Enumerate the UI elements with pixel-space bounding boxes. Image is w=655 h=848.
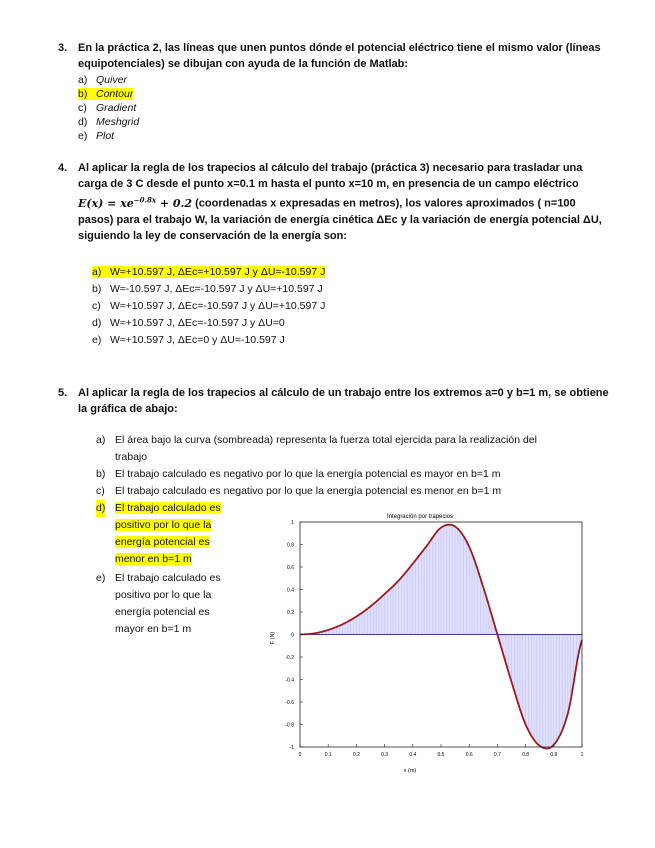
option-q4-b[interactable]: b) W≈-10.597 J, ΔEc=-10.597 J y ΔU=+10.597 J <box>92 283 323 295</box>
trapezoid-chart <box>260 508 600 776</box>
x-tick-label: 0.2 <box>352 752 360 758</box>
question-4-line-5: siguiendo la ley de conservación de la energía son: <box>78 229 347 242</box>
question-4-text <box>78 160 638 244</box>
question-4-line-3: $E(x) = xe^{-0.8x} + 0.2$ (coordenadas x expresadas en metros), los valores aproximados ( n=100 <box>78 195 576 210</box>
chart-xlabel: x (m) <box>403 768 417 774</box>
option-q4-e[interactable]: e) W≈+10.597 J, ΔEc=0 y ΔU=-10.597 J <box>92 334 285 346</box>
x-tick-label: 1 <box>580 752 584 758</box>
question-5-line-2: la gráfica de abajo: <box>78 403 178 415</box>
option-q3-a[interactable]: a) Quiver <box>78 74 127 86</box>
x-tick-label: 0.6 <box>465 752 473 758</box>
x-tick-label: 0.7 <box>493 752 501 758</box>
y-tick-label: -1 <box>289 745 294 751</box>
question-4-number: 4. <box>58 162 68 174</box>
question-4-line-4: pasos) para el trabajo W, la variación de energía cinética ΔEc y la variación de energía potencial ΔU, <box>78 213 602 226</box>
x-tick-label: 0.9 <box>550 752 558 758</box>
x-tick-label: 0.5 <box>437 752 445 758</box>
option-q3-c[interactable]: c) Gradient <box>78 102 137 114</box>
option-q5-b[interactable]: b) El trabajo calculado es negativo por lo que la energía potencial es mayor en b=1 m <box>96 468 501 480</box>
question-3-options <box>78 73 139 143</box>
y-tick-label: 0 <box>291 632 294 639</box>
option-q4-a[interactable]: a) W≈+10.597 J, ΔEc=+10.597 J y ΔU=-10.597 J <box>92 266 326 278</box>
option-q5-e[interactable]: e) El trabajo calculado es positivo por lo que la energía potencial es mayor en b=1 m <box>96 572 221 635</box>
question-3-text: En la práctica 2, las líneas que unen puntos dónde el potencial eléctrico tiene el mismo valor (líneas equipotenciales) se dibujan con ayuda de la función de Matlab: <box>78 42 601 70</box>
question-4-line-1: Al aplicar la regla de los trapecios al cálculo del trabajo (práctica 3) necesario para trasladar una <box>78 162 583 174</box>
y-tick-label: 0.8 <box>287 542 294 549</box>
option-q3-e[interactable]: e) Plot <box>78 130 115 142</box>
x-tick-label: 0.3 <box>381 752 389 758</box>
y-tick-label: 0.2 <box>287 610 294 616</box>
option-q4-d[interactable]: d) W≈+10.597 J, ΔEc=-10.597 J y ΔU=0 <box>92 317 285 329</box>
y-tick-label: 0.4 <box>287 587 294 594</box>
y-tick-label: -0.6 <box>285 700 294 706</box>
chart-ylabel: F (N) <box>270 631 276 645</box>
option-q4-c[interactable]: c) W≈+10.597 J, ΔEc=-10.597 J y ΔU=+10.597 J <box>92 300 326 312</box>
y-tick-label: -0.8 <box>285 722 294 729</box>
y-tick-label: 0.6 <box>287 565 294 571</box>
question-5-text <box>78 385 638 417</box>
x-tick-label: 0.8 <box>522 752 530 758</box>
option-q3-b[interactable]: b) Contour <box>78 88 134 100</box>
y-tick-label: -0.2 <box>285 655 294 661</box>
chart-title: Integración por trapecios <box>386 514 454 520</box>
x-tick-label: 0.4 <box>409 752 417 758</box>
y-tick-label: 1 <box>291 520 294 526</box>
question-5-line-1: Al aplicar la regla de los trapecios al cálculo de un trabajo entre los extremos a=0 y b=1 m, se obtiene <box>78 387 609 399</box>
option-q3-d[interactable]: d) Meshgrid <box>78 116 140 128</box>
option-q5-d[interactable]: d) El trabajo calculado es positivo por lo que la energía potencial es menor en b=1 m <box>96 502 221 565</box>
option-q5-a[interactable]: a) El área bajo la curva (sombreada) representa la fuerza total ejercida para la realización del trabajo <box>96 434 537 463</box>
question-4-line-2: carga de 3 C desde el punto x=0.1 m hasta el punto x=10 m, en presencia de un campo eléctrico <box>78 178 579 190</box>
field-formula: $E(x) = xe^{-0.8x} + 0.2$ <box>78 195 193 210</box>
question-5-number: 5. <box>58 387 68 399</box>
x-tick-label: 0.1 <box>324 752 332 758</box>
option-q5-c[interactable]: c) El trabajo calculado es negativo por lo que la energía potencial es menor en b=1 m <box>96 485 502 497</box>
y-tick-label: -0.4 <box>285 677 294 684</box>
question-4-options <box>92 264 325 349</box>
question-3-number: 3. <box>58 42 68 54</box>
x-tick-label: 0 <box>298 752 302 758</box>
